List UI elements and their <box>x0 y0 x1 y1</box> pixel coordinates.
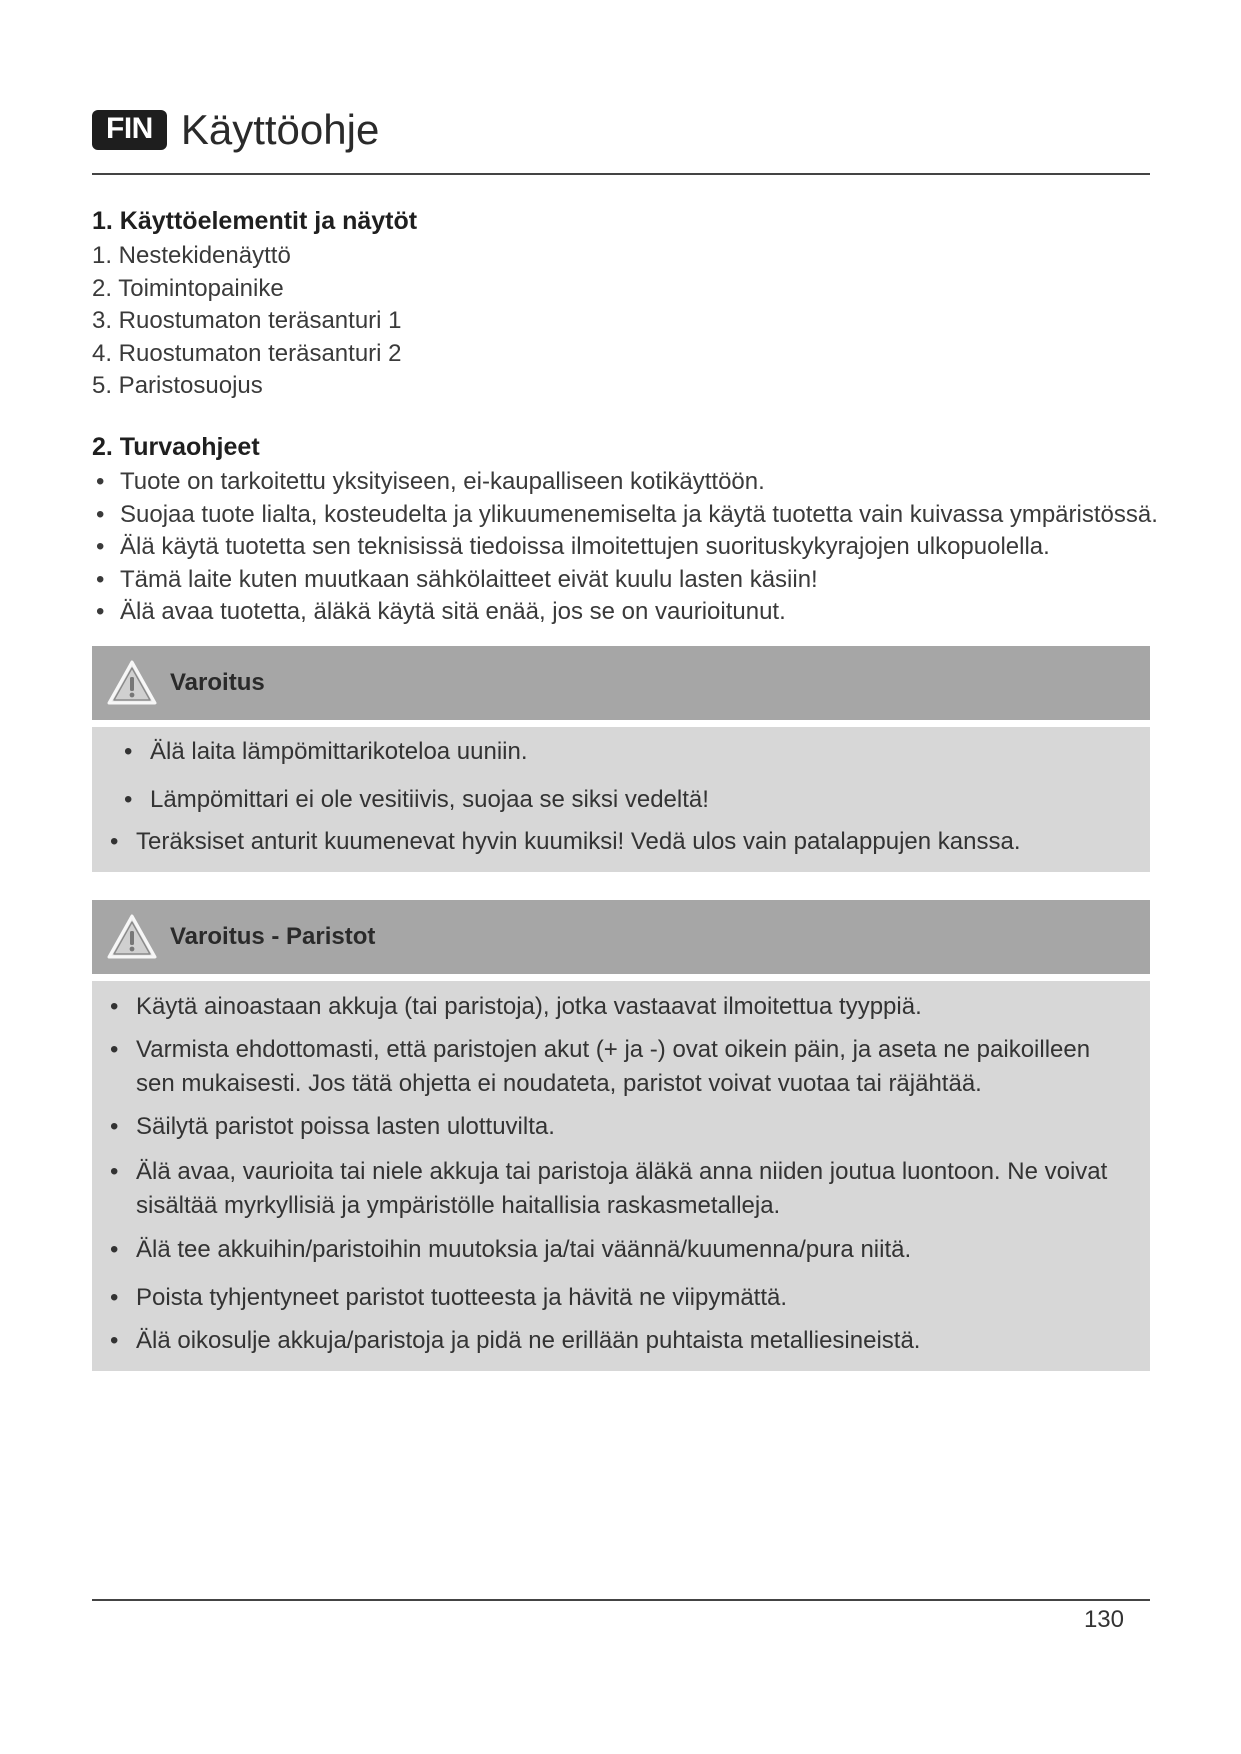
list-item: • Suojaa tuote lialta, kosteudelta ja ylikuumenemiselta ja käytä tuotetta vain kuivassa ympäristössä. <box>92 499 1158 532</box>
warning-triangle-icon <box>106 913 158 961</box>
list-item: • Älä avaa, vaurioita tai niele akkuja tai paristoja äläkä anna niiden joutua luontoon. Ne voivat sisältää myrkyllisiä ja ympäristölle haitallisia raskasmetalleja. <box>136 1155 1110 1223</box>
controls-list <box>92 240 402 403</box>
warning-title: Varoitus <box>170 669 265 696</box>
list-item: • Älä avaa tuotetta, äläkä käytä sitä enää, jos se on vaurioitunut. <box>92 596 1158 629</box>
battery-warning-body <box>92 981 1150 1371</box>
page-number: 130 <box>1083 1606 1124 1633</box>
list-item: • Teräksiset anturit kuumenevat hyvin kuumiksi! Vedä ulos vain patalappujen kanssa. <box>136 825 1021 859</box>
list-item: 4. Ruostumaton teräsanturi 2 <box>92 339 402 367</box>
list-item: • Älä oikosulje akkuja/paristoja ja pidä ne erillään puhtaista metalliesineistä. <box>136 1324 1110 1358</box>
language-badge: FIN <box>92 110 167 150</box>
list-item: • Tuote on tarkoitettu yksityiseen, ei-kaupalliseen kotikäyttöön. <box>92 466 1158 499</box>
warning-body <box>92 727 1150 872</box>
battery-warning-list <box>92 981 1150 1358</box>
section-heading-safety: 2. Turvaohjeet <box>92 433 260 461</box>
list-item: 2. Toimintopainike <box>92 274 284 302</box>
header-divider <box>92 173 1150 175</box>
list-item: • Säilytä paristot poissa lasten ulottuvilta. <box>136 1110 1110 1144</box>
page-title: Käyttöohje <box>180 106 380 153</box>
list-item: 1. Nestekidenäyttö <box>92 242 291 269</box>
warning-header <box>92 646 1150 720</box>
list-item: • Älä tee akkuihin/paristoihin muutoksia ja/tai väännä/kuumenna/pura niitä. <box>136 1233 1110 1267</box>
list-item: • Poista tyhjentyneet paristot tuotteesta ja hävitä ne viipymättä. <box>136 1281 1110 1315</box>
warning-triangle-icon <box>106 659 158 707</box>
list-item: • Varmista ehdottomasti, että paristojen akut (+ ja -) ovat oikein päin, ja aseta ne paikoilleen sen mukaisesti. Jos tätä ohjetta ei noudateta, paristot voivat vuotaa tai räjähtää. <box>136 1033 1110 1101</box>
battery-warning-header <box>92 900 1150 974</box>
warning-title: Varoitus - Paristot <box>170 923 376 950</box>
list-item: • Lämpömittari ei ole vesitiivis, suojaa se siksi vedeltä! <box>150 783 709 817</box>
list-item: • Käytä ainoastaan akkuja (tai paristoja), jotka vastaavat ilmoitettua tyyppiä. <box>136 990 1110 1024</box>
list-item: 3. Ruostumaton teräsanturi 1 <box>92 307 402 334</box>
safety-list <box>92 466 1158 629</box>
page-header <box>92 98 379 162</box>
footer-divider <box>92 1599 1150 1601</box>
list-item: • Älä laita lämpömittarikoteloa uuniin. <box>150 735 528 769</box>
list-item: • Älä käytä tuotetta sen teknisissä tiedoissa ilmoitettujen suorituskykyrajojen ulkopuolella. <box>92 531 1158 564</box>
list-item: 5. Paristosuojus <box>92 372 263 399</box>
section-heading-controls: 1. Käyttöelementit ja näytöt <box>92 207 418 235</box>
list-item: • Tämä laite kuten muutkaan sähkölaitteet eivät kuulu lasten käsiin! <box>92 564 1158 597</box>
